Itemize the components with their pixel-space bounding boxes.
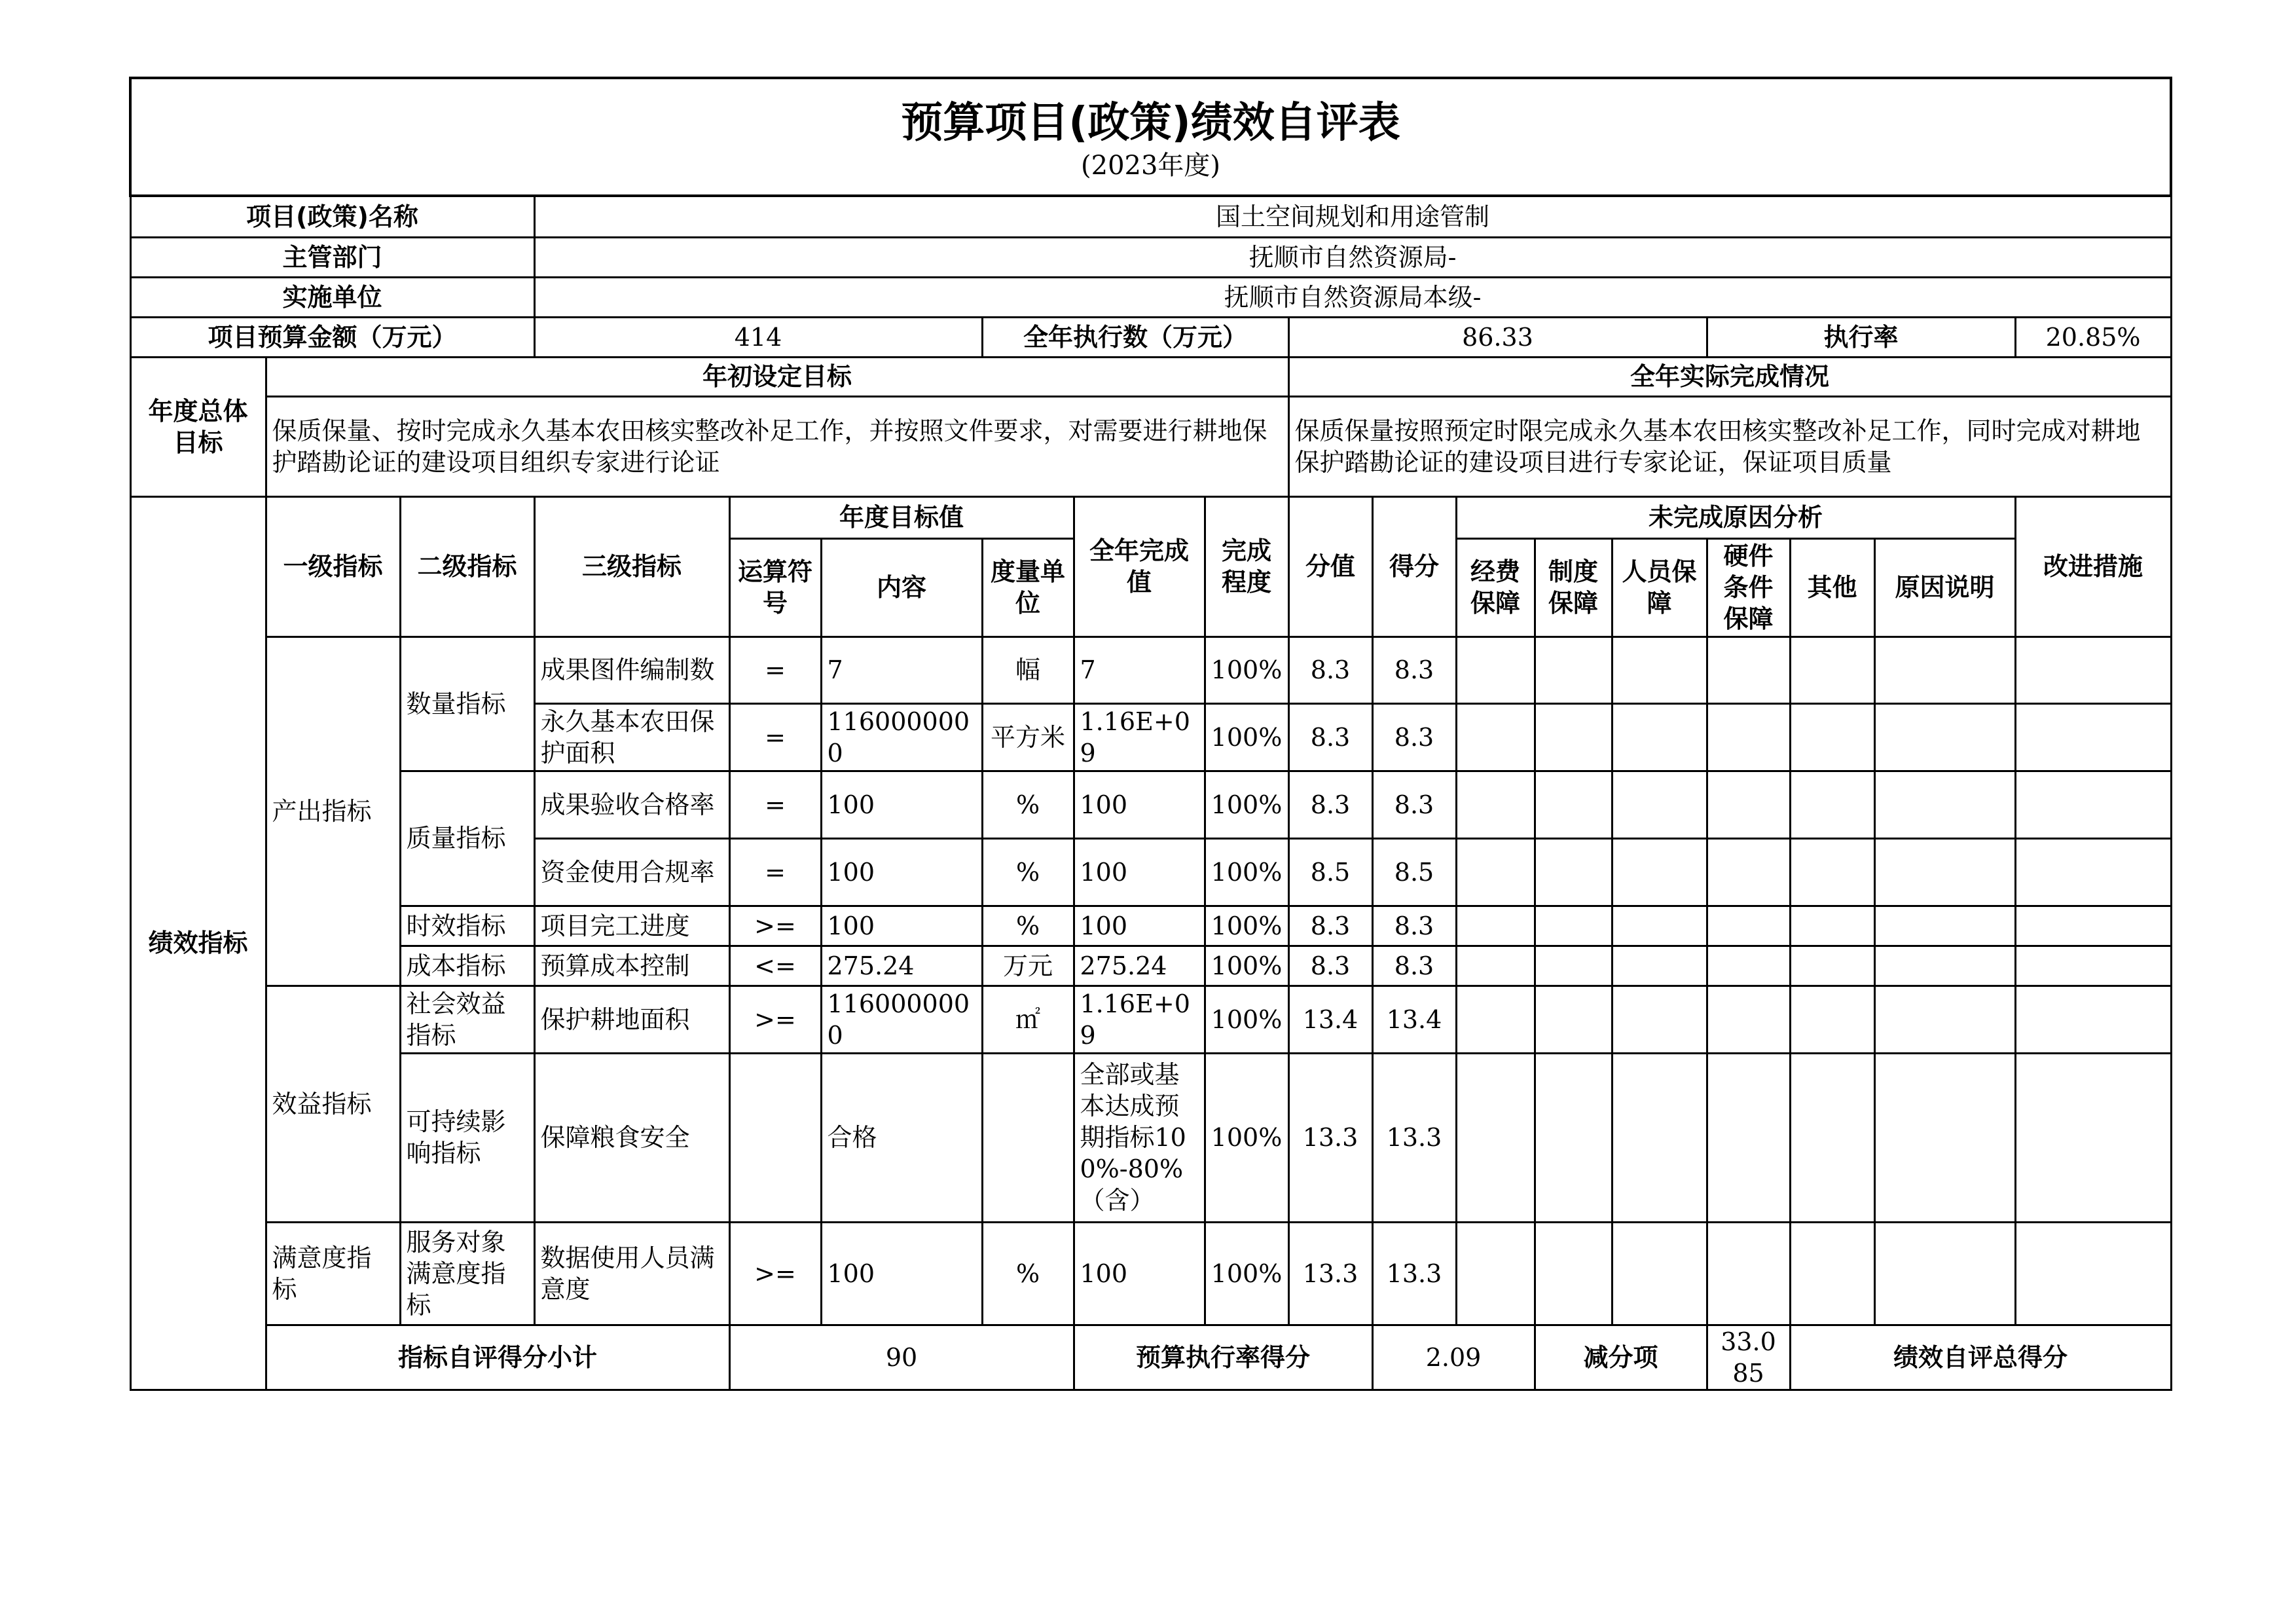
header-score-value: 分值	[1288, 496, 1372, 637]
empty-cell	[1456, 906, 1535, 946]
row-content: 1160000000	[821, 986, 982, 1053]
row-content: 100	[821, 771, 982, 838]
empty-cell	[1790, 946, 1874, 986]
budget-label: 项目预算金额（万元）	[130, 317, 534, 357]
row-weight: 8.3	[1288, 946, 1372, 986]
row-operator	[729, 1053, 821, 1222]
row-actual: 1.16E+09	[1074, 986, 1205, 1053]
page-subtitle: (2023年度)	[1081, 151, 1221, 181]
empty-cell	[1874, 703, 2015, 771]
budget-value: 414	[534, 317, 982, 357]
empty-cell	[2015, 637, 2171, 703]
empty-cell	[1612, 771, 1707, 838]
empty-cell	[1874, 771, 2015, 838]
row-operator: =	[729, 838, 821, 906]
row-weight: 8.3	[1288, 703, 1372, 771]
actual-completion-text: 保质保量按照预定时限完成永久基本农田核实整改补足工作，同时完成对耕地保护踏勘论证的建设项目进行专家论证，保证项目质量	[1288, 396, 2171, 496]
empty-cell	[1707, 1053, 1790, 1222]
empty-cell	[1456, 838, 1535, 906]
row-actual: 100	[1074, 906, 1205, 946]
empty-cell	[1612, 1053, 1707, 1222]
empty-cell	[1612, 946, 1707, 986]
row-weight: 8.3	[1288, 906, 1372, 946]
empty-cell	[1535, 906, 1612, 946]
exec-rate-value: 20.85%	[2015, 317, 2171, 357]
row-name: 成果图件编制数	[534, 637, 729, 703]
row-content: 100	[821, 906, 982, 946]
empty-cell	[2015, 771, 2171, 838]
empty-cell	[1874, 986, 2015, 1053]
row-name: 保护耕地面积	[534, 986, 729, 1053]
empty-cell	[1535, 637, 1612, 703]
empty-cell	[1456, 771, 1535, 838]
row-completion: 100%	[1205, 703, 1288, 771]
row-operator: =	[729, 637, 821, 703]
empty-cell	[1612, 838, 1707, 906]
row-name: 资金使用合规率	[534, 838, 729, 906]
header-actual-value: 全年完成值	[1074, 496, 1205, 637]
row-score: 8.3	[1372, 703, 1456, 771]
row-completion: 100%	[1205, 906, 1288, 946]
budget-rate-value: 2.09	[1372, 1325, 1535, 1390]
row-name: 保障粮食安全	[534, 1053, 729, 1222]
row-operator: >=	[729, 1222, 821, 1325]
header-improve: 改进措施	[2015, 496, 2171, 637]
row-score: 8.3	[1372, 906, 1456, 946]
empty-cell	[1456, 637, 1535, 703]
row-completion: 100%	[1205, 1222, 1288, 1325]
group-benefit: 效益指标	[266, 986, 400, 1222]
row-completion: 100%	[1205, 946, 1288, 986]
row-operator: <=	[729, 946, 821, 986]
project-name-value: 国土空间规划和用途管制	[534, 196, 2171, 237]
empty-cell	[1612, 1222, 1707, 1325]
row-weight: 13.3	[1288, 1222, 1372, 1325]
header-other: 其他	[1790, 538, 1874, 637]
row-weight: 13.3	[1288, 1053, 1372, 1222]
row-actual: 7	[1074, 637, 1205, 703]
row-score: 8.3	[1372, 637, 1456, 703]
row-content: 合格	[821, 1053, 982, 1222]
empty-cell	[1535, 771, 1612, 838]
budget-rate-label: 预算执行率得分	[1074, 1325, 1372, 1390]
empty-cell	[1790, 771, 1874, 838]
row-content: 100	[821, 1222, 982, 1325]
row-actual: 275.24	[1074, 946, 1205, 986]
row-operator: =	[729, 703, 821, 771]
empty-cell	[1456, 986, 1535, 1053]
header-level3: 三级指标	[534, 496, 729, 637]
empty-cell	[1535, 838, 1612, 906]
empty-cell	[2015, 1222, 2171, 1325]
total-label: 绩效自评总得分	[1790, 1325, 2171, 1390]
row-weight: 13.4	[1288, 986, 1372, 1053]
row-operator: =	[729, 771, 821, 838]
row-completion: 100%	[1205, 838, 1288, 906]
header-content: 内容	[821, 538, 982, 637]
header-system: 制度保障	[1535, 538, 1612, 637]
empty-cell	[1790, 637, 1874, 703]
row-unit	[982, 1053, 1074, 1222]
empty-cell	[1707, 771, 1790, 838]
row-content: 7	[821, 637, 982, 703]
empty-cell	[2015, 946, 2171, 986]
impl-unit-value: 抚顺市自然资源局本级-	[534, 277, 2171, 317]
annual-goal-label: 年度总体目标	[130, 357, 266, 496]
empty-cell	[1874, 906, 2015, 946]
row-score: 8.3	[1372, 771, 1456, 838]
empty-cell	[1612, 906, 1707, 946]
project-name-label: 项目(政策)名称	[130, 196, 534, 237]
row-content: 275.24	[821, 946, 982, 986]
row-actual: 100	[1074, 838, 1205, 906]
page-title: 预算项目(政策)绩效自评表	[901, 99, 1400, 147]
empty-cell	[1790, 1053, 1874, 1222]
empty-cell	[1456, 703, 1535, 771]
empty-cell	[1535, 1222, 1612, 1325]
empty-cell	[1612, 637, 1707, 703]
row-score: 13.3	[1372, 1222, 1456, 1325]
deduction-label: 减分项	[1535, 1325, 1707, 1390]
row-name: 成果验收合格率	[534, 771, 729, 838]
row-completion: 100%	[1205, 986, 1288, 1053]
row-operator: >=	[729, 986, 821, 1053]
empty-cell	[1535, 946, 1612, 986]
subgroup-timeliness: 时效指标	[400, 906, 534, 946]
empty-cell	[1707, 637, 1790, 703]
executed-value: 86.33	[1288, 317, 1707, 357]
empty-cell	[1707, 986, 1790, 1053]
row-unit: ㎡	[982, 986, 1074, 1053]
row-completion: 100%	[1205, 771, 1288, 838]
subtotal-label: 指标自评得分小计	[266, 1325, 729, 1390]
header-level2: 二级指标	[400, 496, 534, 637]
empty-cell	[1874, 946, 2015, 986]
dept-value: 抚顺市自然资源局-	[534, 237, 2171, 277]
empty-cell	[2015, 703, 2171, 771]
empty-cell	[1456, 1222, 1535, 1325]
header-hardware: 硬件条件保障	[1707, 538, 1790, 637]
empty-cell	[1790, 1222, 1874, 1325]
empty-cell	[1707, 1222, 1790, 1325]
row-content: 100	[821, 838, 982, 906]
empty-cell	[1612, 986, 1707, 1053]
empty-cell	[1535, 703, 1612, 771]
subgroup-cost: 成本指标	[400, 946, 534, 986]
row-unit: 平方米	[982, 703, 1074, 771]
empty-cell	[2015, 1053, 2171, 1222]
row-content: 1160000000	[821, 703, 982, 771]
evaluation-sheet	[129, 77, 2170, 1391]
dept-label: 主管部门	[130, 237, 534, 277]
empty-cell	[1874, 637, 2015, 703]
header-reason: 原因说明	[1874, 538, 2015, 637]
row-name: 项目完工进度	[534, 906, 729, 946]
header-completion: 完成程度	[1205, 496, 1288, 637]
row-name: 永久基本农田保护面积	[534, 703, 729, 771]
empty-cell	[2015, 986, 2171, 1053]
subgroup-service: 服务对象满意度指标	[400, 1222, 534, 1325]
empty-cell	[1874, 1053, 2015, 1222]
empty-cell	[1707, 946, 1790, 986]
perf-indicator-label: 绩效指标	[130, 496, 266, 1390]
empty-cell	[1707, 838, 1790, 906]
header-level1: 一级指标	[266, 496, 400, 637]
subgroup-social: 社会效益指标	[400, 986, 534, 1053]
header-unit: 度量单位	[982, 538, 1074, 637]
empty-cell	[1790, 838, 1874, 906]
empty-cell	[1707, 703, 1790, 771]
row-actual: 100	[1074, 1222, 1205, 1325]
empty-cell	[1612, 703, 1707, 771]
row-actual: 1.16E+09	[1074, 703, 1205, 771]
actual-completion-header: 全年实际完成情况	[1288, 357, 2171, 396]
subgroup-quality: 质量指标	[400, 771, 534, 906]
row-score: 13.3	[1372, 1053, 1456, 1222]
impl-unit-label: 实施单位	[130, 277, 534, 317]
row-actual: 100	[1074, 771, 1205, 838]
empty-cell	[1790, 703, 1874, 771]
row-unit: 万元	[982, 946, 1074, 986]
empty-cell	[1790, 986, 1874, 1053]
row-operator: >=	[729, 906, 821, 946]
header-operator: 运算符号	[729, 538, 821, 637]
empty-cell	[1535, 986, 1612, 1053]
empty-cell	[1707, 906, 1790, 946]
empty-cell	[2015, 838, 2171, 906]
row-unit: 幅	[982, 637, 1074, 703]
empty-cell	[1790, 906, 1874, 946]
subgroup-quantity: 数量指标	[400, 637, 534, 771]
header-unfinished-analysis: 未完成原因分析	[1456, 496, 2015, 538]
title-cell	[130, 78, 2171, 196]
subgroup-sustainable: 可持续影响指标	[400, 1053, 534, 1222]
deduction-value: 33.085	[1707, 1325, 1790, 1390]
evaluation-table	[129, 77, 2172, 1391]
row-name: 预算成本控制	[534, 946, 729, 986]
empty-cell	[1874, 838, 2015, 906]
row-weight: 8.3	[1288, 771, 1372, 838]
row-unit: %	[982, 838, 1074, 906]
row-score: 8.3	[1372, 946, 1456, 986]
initial-goal-header: 年初设定目标	[266, 357, 1288, 396]
empty-cell	[1456, 946, 1535, 986]
row-score: 8.5	[1372, 838, 1456, 906]
row-name: 数据使用人员满意度	[534, 1222, 729, 1325]
empty-cell	[1874, 1222, 2015, 1325]
initial-goal-text: 保质保量、按时完成永久基本农田核实整改补足工作，并按照文件要求，对需要进行耕地保护踏勘论证的建设项目组织专家进行论证	[266, 396, 1288, 496]
header-funding: 经费保障	[1456, 538, 1535, 637]
row-completion: 100%	[1205, 637, 1288, 703]
group-output: 产出指标	[266, 637, 400, 986]
empty-cell	[1535, 1053, 1612, 1222]
row-unit: %	[982, 1222, 1074, 1325]
row-weight: 8.3	[1288, 637, 1372, 703]
exec-rate-label: 执行率	[1707, 317, 2015, 357]
row-weight: 8.5	[1288, 838, 1372, 906]
header-score: 得分	[1372, 496, 1456, 637]
row-unit: %	[982, 771, 1074, 838]
subtotal-value: 90	[729, 1325, 1074, 1390]
empty-cell	[1456, 1053, 1535, 1222]
row-score: 13.4	[1372, 986, 1456, 1053]
header-target-values: 年度目标值	[729, 496, 1074, 538]
row-unit: %	[982, 906, 1074, 946]
group-satisfaction: 满意度指标	[266, 1222, 400, 1325]
header-staff: 人员保障	[1612, 538, 1707, 637]
executed-label: 全年执行数（万元）	[982, 317, 1288, 357]
empty-cell	[2015, 906, 2171, 946]
row-actual: 全部或基本达成预期指标100%-80%（含）	[1074, 1053, 1205, 1222]
row-completion: 100%	[1205, 1053, 1288, 1222]
